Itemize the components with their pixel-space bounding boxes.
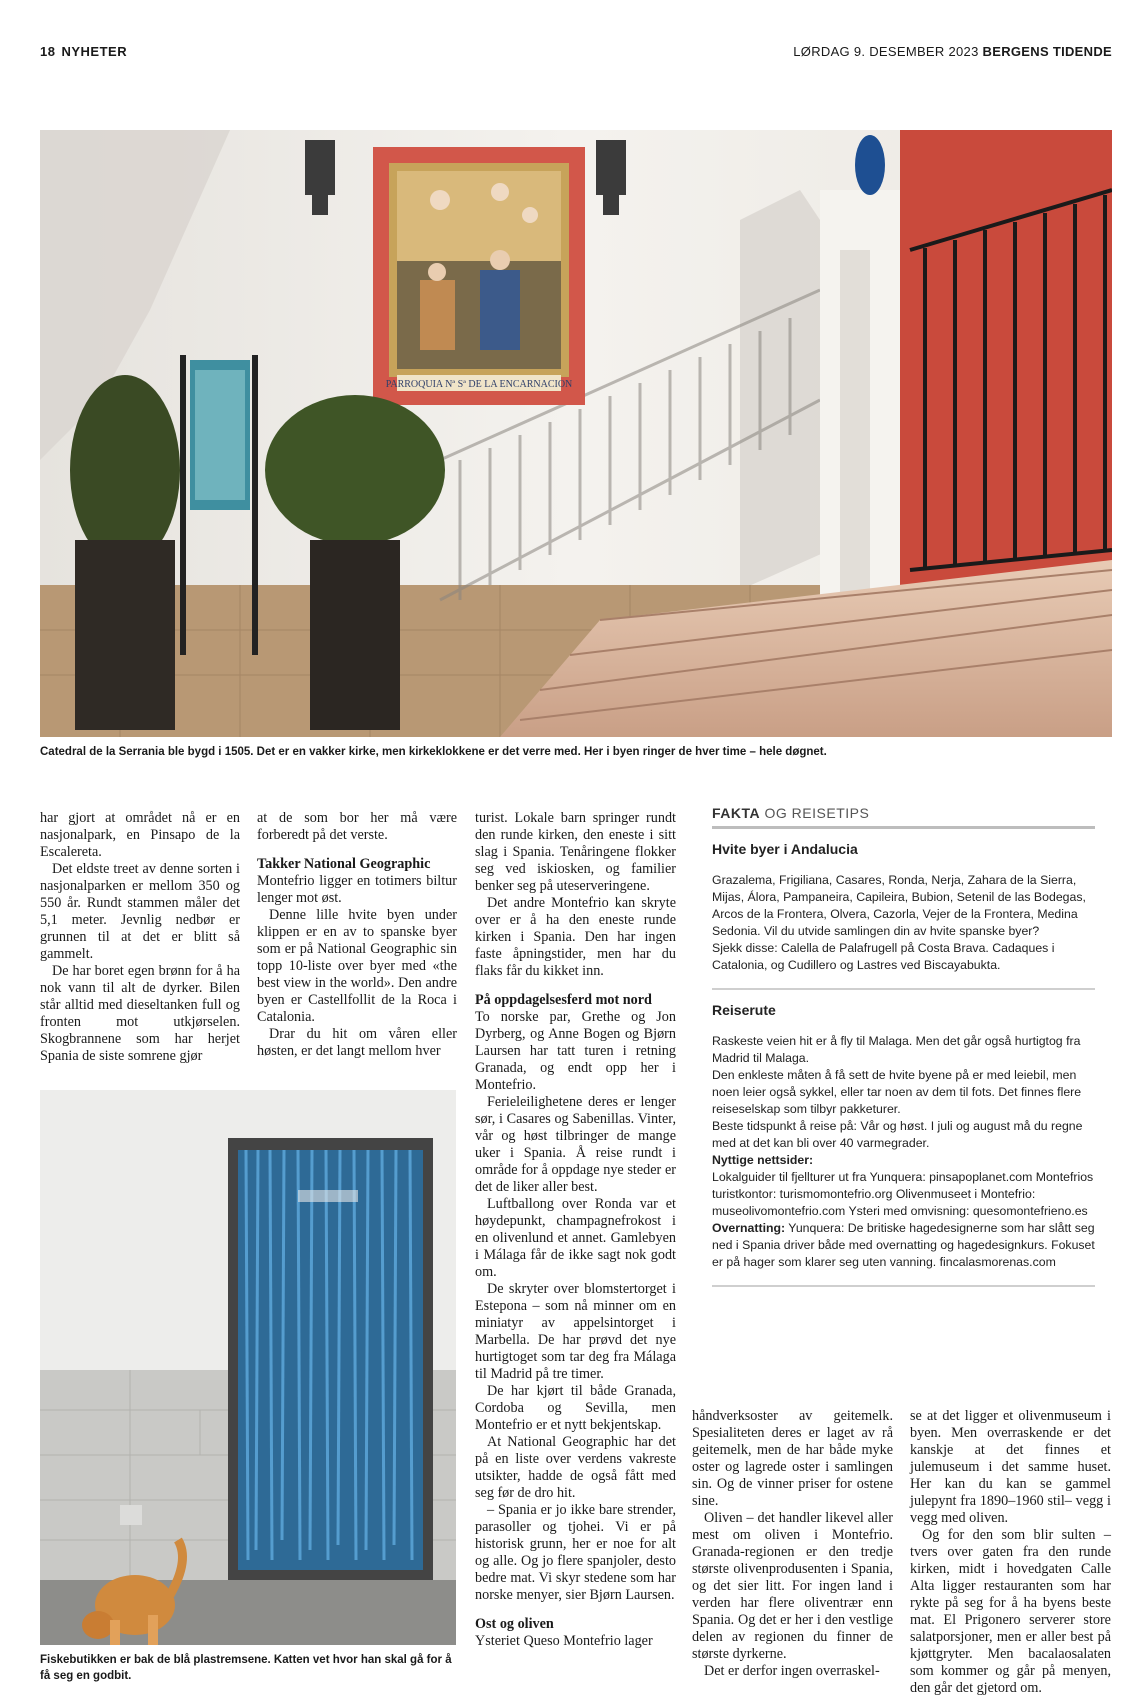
divider [712, 1285, 1095, 1287]
publication-name: BERGENS TIDENDE [982, 44, 1112, 59]
main-photo-caption: Catedral de la Serrania ble bygd i 1505. Det er en vakker kirke, men kirkeklokkene er det verre med. Her i byen ringer de hver time – hele døgnet. [40, 746, 827, 758]
fact-paragraph: Sjekk disse: Calella de Palafrugell på Costa Brava. Cadaques i Catalonia, og Cudillero og Lastres ved Biscayabukta. [712, 941, 1055, 972]
subheading: Ost og oliven [475, 1616, 554, 1632]
paragraph: Ferieleilighetene deres er lenger sør, i Casares og Sabenillas. Vinter, vår og høst tilbringer de mange uker i Spania. Å reise rundt i område for å oppdage nye steder er det de liker aller best. [475, 1094, 676, 1195]
fact-label: FAKTA [712, 805, 761, 821]
paragraph: Det andre Montefrio kan skryte over er å ha den eneste runde kirken i Spania. Den har ingen faste åpningstider, men har du flaks får du kikket inn. [475, 895, 676, 979]
article-column-2 [257, 810, 457, 1060]
cat-photo-caption: Fiskebutikken er bak de blå plastremsene. Katten vet hvor han skal gå for å få seg en godbit. [40, 1654, 452, 1682]
article-column-5 [910, 1408, 1111, 1697]
fact-label-accommodation: Overnatting: [712, 1221, 786, 1235]
subheading: På oppdagelsesferd mot nord [475, 992, 652, 1008]
article-column-1 [40, 810, 240, 1065]
main-photo [40, 130, 1112, 737]
divider [712, 988, 1095, 990]
fact-paragraph: Raskeste veien hit er å fly til Malaga. Men det går også hurtigtog fra Madrid til Malaga. [712, 1034, 1081, 1065]
section-name: NYHETER [61, 44, 128, 59]
paragraph: De skryter over blomstertorget i Estepona – som nå minner om en miniatyr av appelsintorget i Marbella. De har prøvd det nye hurtigtoget som tar deg fra Málaga til Madrid på tre timer. [475, 1281, 676, 1382]
fact-box-header [712, 805, 1095, 829]
church-facade-illustration [40, 130, 1112, 737]
paragraph: De har kjørt til både Granada, Cordoba og Sevilla, men Montefrio er et nytt bekjentskap. [475, 1383, 676, 1433]
paragraph: Oliven – det handler likevel aller mest om oliven i Montefrio. Granada-regionen er den tredje største olivenprodusenten i Spania, og det sier litt. For ingen land i verden har flere oliventrær enn Spania. Og det er her i den vestlige delen av regionen du finner de største dyrkerne. [692, 1510, 893, 1662]
issue-date: LØRDAG 9. DESEMBER 2023 [793, 44, 979, 59]
paragraph: har gjort at området nå er en nasjonalpark, en Pinsapo de la Escalereta. [40, 810, 240, 860]
paragraph: at de som bor her må være forberedt på det verste. [257, 810, 457, 843]
paragraph: – Spania er jo ikke bare strender, parasoller og tjohei. Vi er på historisk grunn, her er noe for alt og alle. Og jo flere spanjoler, desto bedre mat. Vi skyr stedene som har norske menyer, sier Bjørn Laursen. [475, 1502, 676, 1603]
paragraph: turist. Lokale barn springer rundt den runde kirken, den eneste i sitt slag i Spania. Tenåringene flokker seg ved iskiosken, og familier benker seg på uteserveringene. [475, 810, 676, 894]
page-number: 18 [40, 44, 56, 59]
fact-section-title: Hvite byer i Andalucia [712, 841, 858, 857]
subheading: Takker National Geographic [257, 856, 431, 872]
fact-paragraph: Lokalguider til fjellturer ut fra Yunquera: pinsapoplanet.com Montefrios turistkontor: turismomontefrio.org Olivenmuseet i Montefrio: museolivomontefrio.com Ysteri med omvisning: quesomontefrieno.es [712, 1170, 1094, 1218]
paragraph: Montefrio ligger en totimers biltur lenger mot øst. [257, 873, 457, 906]
article-column-4 [692, 1408, 893, 1680]
tile-inscription: PARROQUIA Nª Sª DE LA ENCARNACION [385, 379, 573, 390]
paragraph: Ysteriet Queso Montefrio lager [475, 1633, 653, 1649]
article-column-3 [475, 810, 676, 1650]
paragraph: Denne lille hvite byen under klippen er en av to spanske byer som er på National Geographic sin topp 10-liste over byer med «the best view in the world». Den andre byen er Castellfollit de la Roca i Catalonia. [257, 907, 457, 1025]
paragraph: håndverksoster av geitemelk. Spesialiteten deres er laget av rå geitemelk, men de har både myke oster og lagrede oster i samlingen sin. Og de vinner priser for ostene sine. [692, 1408, 893, 1509]
fact-paragraph: Grazalema, Frigiliana, Casares, Ronda, Nerja, Zahara de la Sierra, Mijas, Álora, Pampaneira, Capileira, Bubion, Setenil de las Bodegas, Arcos de la Frontera, Olvera, Cazorla, Vejer de la Frontera, Medina Sedonia. Vil du utvide samlingen din av hvite spanske byer? [712, 873, 1086, 938]
paragraph: Drar du hit om våren eller høsten, er det langt mellom hver [257, 1026, 457, 1059]
page-header [40, 44, 1112, 64]
fact-label-websites: Nyttige nettsider: [712, 1153, 814, 1167]
header-right [793, 44, 1112, 59]
fact-label-rest: OG REISETIPS [760, 805, 870, 821]
fact-paragraph: Beste tidspunkt å reise på: Vår og høst. I juli og august må du regne med at det kan bli over 40 varmegrader. [712, 1119, 1083, 1150]
paragraph: Og for den som blir sulten – tvers over gaten fra den runde kirken, midt i hovedgaten Calle Alta ligger restauranten som har rykte på seg for å ha byens beste mat. El Prigonero serverer store salatporsjoner, men er aller best på kjøttgryter. Men bacalaosalaten som kommer og går på menyen, den går det gjetord om. [910, 1527, 1111, 1696]
paragraph: Luftballong over Ronda var et høydepunkt, champagnefrokost i en olivenlund et annet. Gamlebyen i Málaga får de ikke sagt nok godt om. [475, 1196, 676, 1280]
paragraph: Det eldste treet av denne sorten i nasjonalparken er mellom 350 og 550 år. Rundt stammen måler det 5,1 meter. Jevnlig nedbør er grunnen til at det er blitt så gammelt. [40, 861, 240, 962]
paragraph: se at det ligger et olivenmuseum i byen. Men overraskende er det kanskje at det finnes et julemuseum i det samme huset. Her kan du kan se gammel julepynt fra 1890–1960 stil– vegg i vegg med oliven. [910, 1408, 1111, 1526]
fact-text: Yunquera: De britiske hagedesignerne som har slått seg ned i Spania driver både med overnatting og hagedesignkurs. Fokuset er på hager som klarer seg uten vanning. fincalasmorenas.com [712, 1221, 1095, 1269]
paragraph: Det er derfor ingen overraskel- [704, 1663, 880, 1679]
cat-photo [40, 1090, 456, 1645]
fish-shop-doorway-illustration [40, 1090, 456, 1645]
fact-paragraph [712, 1220, 1095, 1271]
paragraph: To norske par, Grethe og Jon Dyrberg, og Anne Bogen og Bjørn Laursen har tatt turen i retning Granada, og endt opp her i Montefrio. [475, 1009, 676, 1093]
header-left [40, 44, 127, 59]
fact-section-title: Reiserute [712, 1002, 776, 1018]
paragraph: De har boret egen brønn for å ha nok vann til alt de dyrker. Bilen står alltid med dieseltanken full og fronten mot utkjørselen. Skogbrannene som har herjet Spania de siste somrene gjør [40, 963, 240, 1064]
fact-paragraph: Den enkleste måten å få sett de hvite byene på er med leiebil, men noen leier også sykkel, eller tar noen av dem til fots. Det finnes flere reiseselskap som tilbyr pakketurer. [712, 1068, 1082, 1116]
paragraph: At National Geographic har det på en liste over verdens vakreste utsikter, hadde de også fått med seg før de dro hit. [475, 1434, 676, 1501]
fact-box [712, 805, 1095, 1287]
